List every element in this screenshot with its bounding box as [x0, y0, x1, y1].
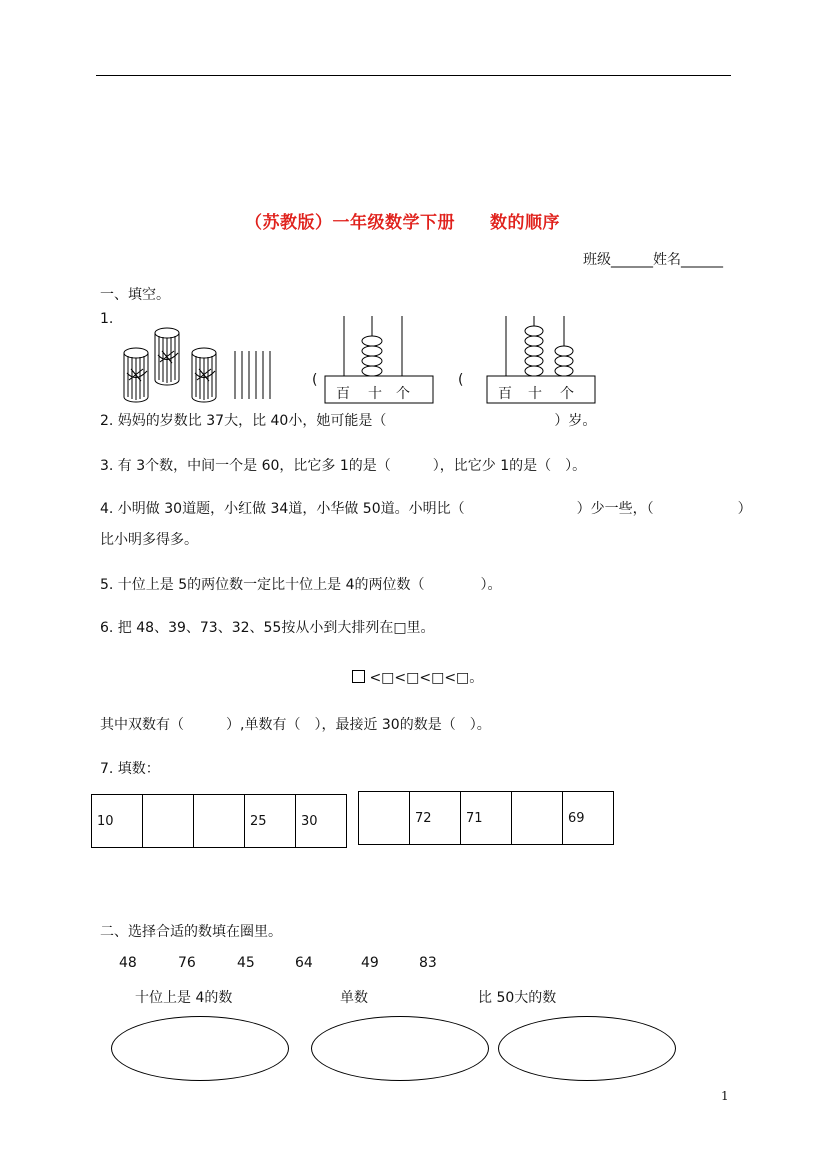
abacus-1-label-tens: 十 — [368, 386, 382, 402]
table-a-cell[interactable]: 25 — [245, 795, 296, 848]
question-4-line1: 4. 小明做 30道题，小红做 34道，小华做 50道。小明比（ ）少一些，（ ） — [100, 501, 752, 517]
fill-number-table-a — [91, 794, 347, 848]
stick-bundles-illustration — [115, 325, 280, 403]
q6-ordering-row — [352, 667, 483, 687]
q6-ordering-text: <□<□<□<□。 — [369, 670, 484, 686]
section1-heading: 一、填空。 — [100, 287, 170, 303]
class-name-line: 班级______姓名______ — [583, 252, 723, 268]
table-b-cell[interactable]: 69 — [563, 792, 614, 845]
category-label-gt-50: 比 50大的数 — [478, 990, 557, 1006]
number-choice: 49 — [361, 955, 379, 971]
abacus-2-label-hundreds: 百 — [498, 386, 512, 402]
page-title: （苏教版）一年级数学下册 数的顺序 — [245, 213, 560, 233]
table-a-cell[interactable] — [194, 795, 245, 848]
question-5: 5. 十位上是 5的两位数一定比十位上是 4的两位数（ ）。 — [100, 577, 502, 593]
number-choice: 76 — [178, 955, 196, 971]
table-a-cell[interactable]: 10 — [92, 795, 143, 848]
abacus-1-label-hundreds: 百 — [336, 386, 350, 402]
question-6-sub: 其中双数有（ ）,单数有（ ），最接近 30的数是（ ）。 — [100, 717, 491, 733]
number-choice: 83 — [419, 955, 437, 971]
q1-paren-b: ( — [458, 372, 464, 388]
answer-oval-tens-4[interactable] — [111, 1016, 289, 1081]
q1-number: 1. — [100, 311, 114, 327]
question-7: 7. 填数： — [100, 761, 160, 777]
answer-oval-gt-50[interactable] — [498, 1016, 676, 1081]
header-rule — [96, 75, 731, 76]
table-a-cell[interactable]: 30 — [296, 795, 347, 848]
page-number: 1 — [721, 1089, 729, 1103]
number-choice: 45 — [237, 955, 255, 971]
abacus-2-label-tens: 十 — [528, 386, 542, 402]
category-label-tens-4: 十位上是 4的数 — [135, 990, 233, 1006]
answer-box[interactable] — [352, 670, 365, 683]
category-label-odd: 单数 — [340, 990, 368, 1006]
table-a-cell[interactable] — [143, 795, 194, 848]
table-b-cell[interactable] — [359, 792, 410, 845]
table-b-cell[interactable]: 72 — [410, 792, 461, 845]
table-b-cell[interactable]: 71 — [461, 792, 512, 845]
abacus-1-label-ones: 个 — [396, 386, 410, 402]
number-choice: 64 — [295, 955, 313, 971]
table-b-cell[interactable] — [512, 792, 563, 845]
question-4-line2: 比小明多得多。 — [100, 532, 198, 548]
number-choice: 48 — [119, 955, 137, 971]
fill-number-table-b — [358, 791, 614, 845]
abacus-2-label-ones: 个 — [560, 386, 574, 402]
question-6: 6. 把 48、39、73、32、55按从小到大排列在□里。 — [100, 620, 435, 636]
answer-oval-odd[interactable] — [311, 1016, 489, 1081]
question-2: 2. 妈妈的岁数比 37大，比 40小，她可能是（ ）岁。 — [100, 413, 597, 429]
q1-paren-a: ( — [312, 372, 318, 388]
section2-heading: 二、选择合适的数填在圈里。 — [100, 924, 282, 940]
question-3: 3. 有 3个数，中间一个是 60，比它多 1的是（ ），比它少 1的是（ ）。 — [100, 458, 587, 474]
